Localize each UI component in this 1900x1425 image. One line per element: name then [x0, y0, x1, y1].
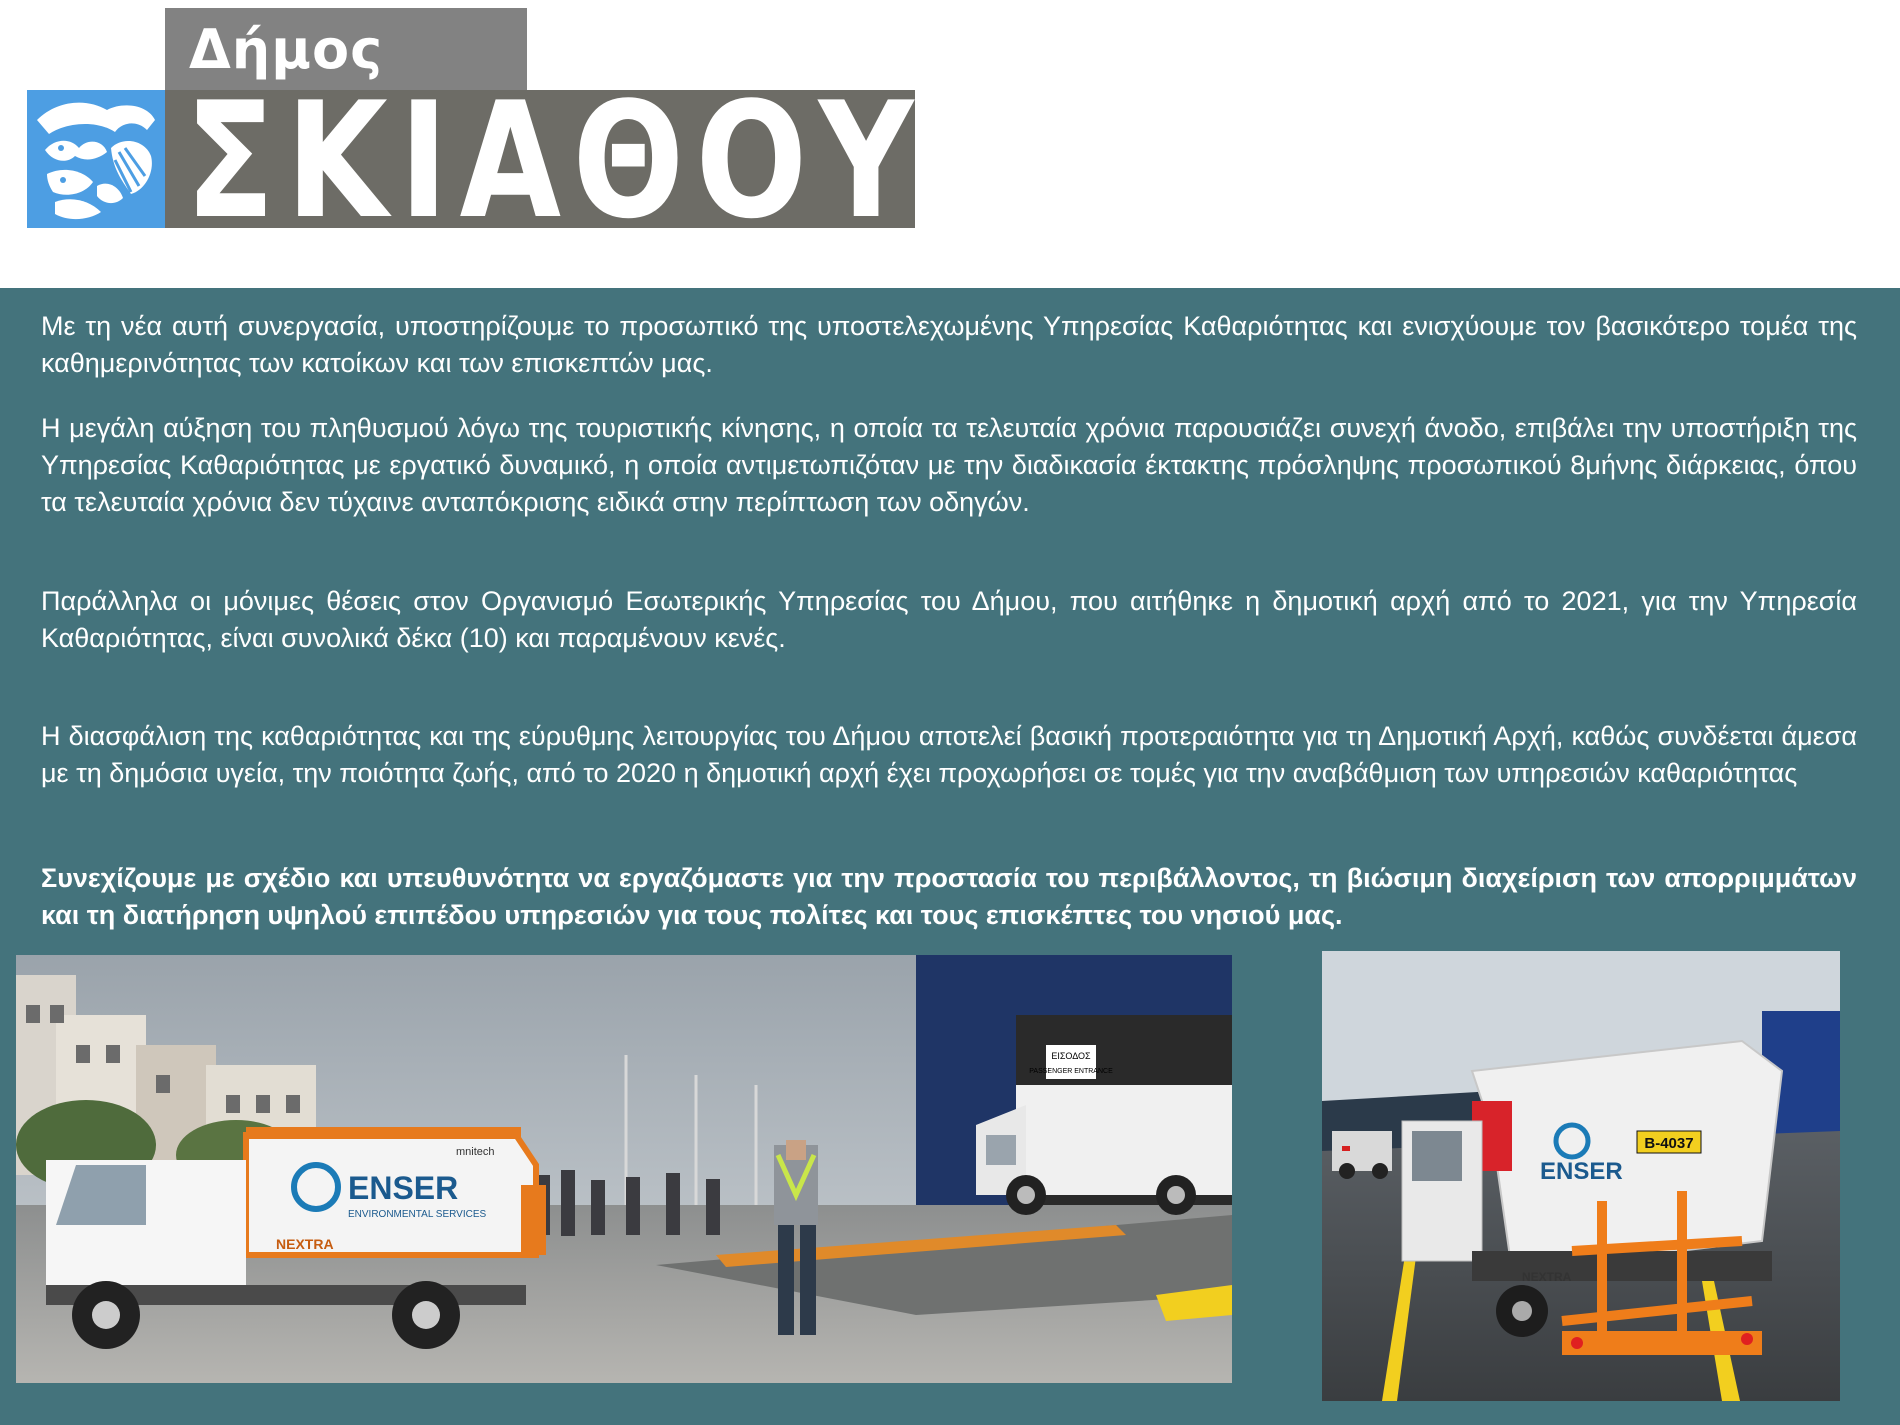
ferry-truck-brand: ENSER: [1540, 1158, 1623, 1185]
photo-port-truck: [16, 955, 1232, 1383]
truck-brand: ENSER: [348, 1170, 459, 1206]
logo-main-text: ΣΚΙΑΘΟΥ: [185, 67, 926, 254]
paragraph-4: Η διασφάλιση της καθαριότητας και της εύρυθμης λειτουργίας του Δήμου αποτελεί βασική προτεραιότητα για τη Δημοτική Αρχή, καθώς συνδέεται άμεσα με τη δημόσια υγεία, την ποιότητα ζωής, από το 2020 η δημοτική αρχή έχει προχωρήσει σε τομές για την αναβάθμιση των υπηρεσιών καθαριότητας: [41, 721, 1857, 788]
ferry-truck-plate: B-4037: [1644, 1135, 1694, 1152]
truck-brand-sub: ENVIRONMENTAL SERVICES: [348, 1209, 487, 1220]
header: [0, 0, 1900, 288]
content-panel: [0, 288, 1900, 1425]
logo-main-block: [165, 67, 926, 254]
photo-ferry-truck: [1322, 951, 1840, 1401]
truck-maker: mnitech: [456, 1146, 495, 1158]
paragraph-2: Η μεγάλη αύξηση του πληθυσμού λόγω της τουριστικής κίνησης, η οποία τα τελευταία χρόνια παρουσιάζει συνεχή άνοδο, επιβάλει την υποστήριξη της Υπηρεσίας Καθαριότητας με εργατικό δυναμικό, η οποία αντιμετωπιζόταν με την διαδικασία έκτακτης πρόσληψης προσωπικού 8μήνης διάρκειας, όπου τα τελευταία χρόνια δεν τύχαινε ανταπόκρισης ειδικά στην περίπτωση των οδηγών.: [41, 413, 1857, 517]
ship-sign-top: ΕΙΣΟΔΟΣ: [1051, 1051, 1091, 1061]
logo-top-text: Δήμος: [189, 18, 384, 81]
ship-sign-bottom: PASSENGER ENTRANCE: [1029, 1068, 1113, 1075]
truck-model: NEXTRA: [276, 1236, 334, 1252]
paragraph-3: Παράλληλα οι μόνιμες θέσεις στον Οργανισμό Εσωτερικής Υπηρεσίας του Δήμου, που αιτήθηκε η δημοτική αρχή από το 2021, για την Υπηρεσία Καθαριότητας, είναι συνολικά δέκα (10) και παραμένουν κενές.: [41, 586, 1857, 653]
emblem-fish-shell-icon: [27, 90, 165, 228]
ferry-truck-model: NEXTRA: [1522, 1270, 1572, 1284]
closing-statement: Συνεχίζουμε με σχέδιο και υπευθυνότητα να εργαζόμαστε για την προστασία του περιβάλλοντος, τη βιώσιμη διαχείριση των απορριμμάτων και τη διατήρηση υψηλού επιπέδου υπηρεσιών για τους πολίτες και τους επισκέπτες του νησιού μας.: [41, 863, 1857, 930]
paragraph-1: Με τη νέα αυτή συνεργασία, υποστηρίζουμε το προσωπικό της υποστελεχωμένης Υπηρεσίας Καθαριότητας και ενισχύουμε τον βασικότερο τομέα της καθημερινότητας των κατοίκων και των επισκεπτών μας.: [41, 311, 1857, 378]
logo-emblem: [27, 90, 165, 228]
